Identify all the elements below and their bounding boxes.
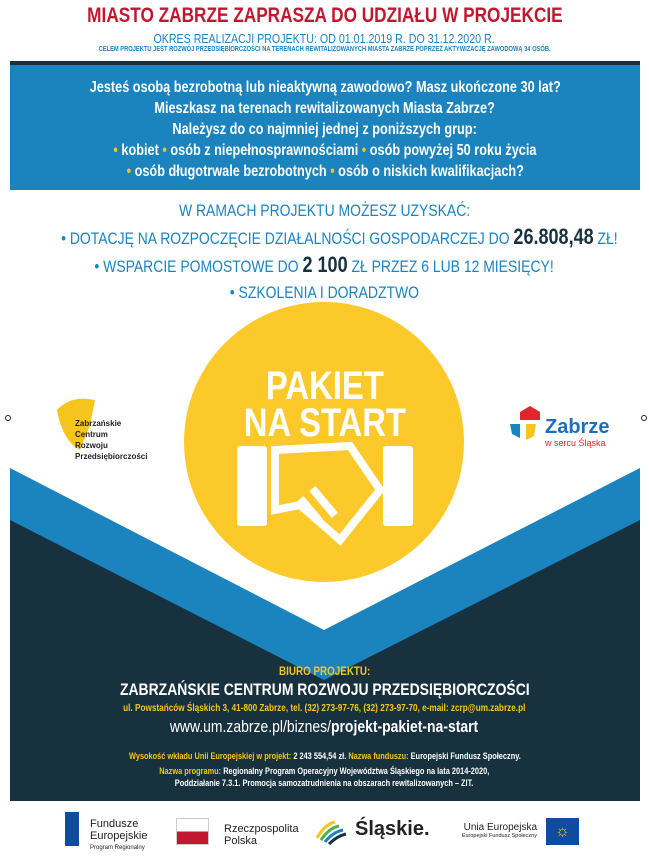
funding-info: Wysokość wkładu Unii Europejskiej w projekt: 2 243 554,54 zł. Nazwa funduszu: Europejski Fundusz Społeczny. Nazwa programu: Regionalny Program Operacyjny Województwa Śląskiego na lata 2014-2020, Poddziałanie 7.3.1. Promocja samozatrudnienia na obszarach rewitalizowanych – ZIT. — [128, 751, 521, 788]
offer-item: • DOTACJĘ NA ROZPOCZĘCIE DZIAŁALNOŚCI GOSPODARCZEJ DO 26.808,48 ZŁ! — [61, 224, 618, 249]
project-office: BIURO PROJEKTU: ZABRZAŃSKIE CENTRUM ROZWOJU PRZEDSIĘBIORCZOŚCI ul. Powstańców Śląskich 3, 41-800 Zabrze, tel. (32) 273-97-76, (32) 273-97-70, e-mail: zcrp@um.zabrze.pl www.um.zabrze.pl/biznes/projekt-pakiet-na-start — [0, 662, 649, 736]
zabrze-slogan: w sercu Śląska — [545, 438, 606, 448]
slaskie-logo-icon — [315, 816, 347, 846]
page-title: MIASTO ZABRZE ZAPRASZA DO UDZIAŁU W PROJEKCIE — [86, 4, 563, 27]
offer-item: • SZKOLENIA I DORADZTWO — [229, 283, 420, 302]
groups-line: • osób długotrwale bezrobotnych • osób o niskich kwalifikacjach? — [126, 163, 524, 180]
ue-logo: Unia Europejska Europejski Fundusz Społeczny — [461, 822, 537, 839]
fe-logo: Fundusze Europejskie Program Regionalny — [90, 818, 148, 851]
badge-title: PAKIET NA START — [243, 364, 406, 445]
eligibility-line: Należysz do co najmniej jednej z poniższych grup: — [172, 121, 478, 138]
rp-logo: Rzeczpospolita Polska — [224, 823, 299, 847]
project-url[interactable]: www.um.zabrze.pl/biznes/projekt-pakiet-na-start — [170, 717, 479, 736]
divider — [10, 799, 640, 801]
eligibility-line: Mieszkasz na terenach rewitalizowanych Miasta Zabrze? — [154, 100, 496, 117]
groups-line: • kobiet • osób z niepełnosprawnościami • osób powyżej 50 roku życia — [113, 142, 537, 159]
project-goal: CELEM PROJEKTU JEST ROZWÓJ PRZEDSIĘBIORCZOŚCI NA TERENACH REWITALIZOWANYCH MIASTA ZABRZE POPRZEZ AKTYWIZACJĘ ZAWODOWĄ 34 OSÓB. — [98, 46, 551, 53]
eligibility-box — [10, 65, 640, 190]
pl-flag-icon — [176, 818, 209, 845]
slaskie-logo: Śląskie. — [355, 818, 430, 840]
offer-section — [0, 198, 649, 306]
zabrze-logo: Zabrze — [545, 416, 610, 438]
eu-flag-icon: ☼ — [546, 818, 579, 845]
eligibility-line: Jesteś osobą bezrobotną lub nieaktywną zawodowo? Masz ukończone 30 lat? — [89, 79, 561, 96]
fe-flag-icon — [65, 812, 79, 846]
offer-heading: W RAMACH PROJEKTU MOŻESZ UZYSKAĆ: — [178, 201, 471, 220]
project-period: OKRES REALIZACJI PROJEKTU: OD 01.01.2019 R. DO 31.12.2020 R. — [153, 31, 496, 46]
offer-item: • WSPARCIE POMOSTOWE DO 2 100 ZŁ PRZEZ 6 LUB 12 MIESIĘCY! — [94, 252, 555, 277]
zcrp-logo: Zabrzańskie Centrum Rozwoju Przedsiębiorczości — [75, 419, 148, 461]
